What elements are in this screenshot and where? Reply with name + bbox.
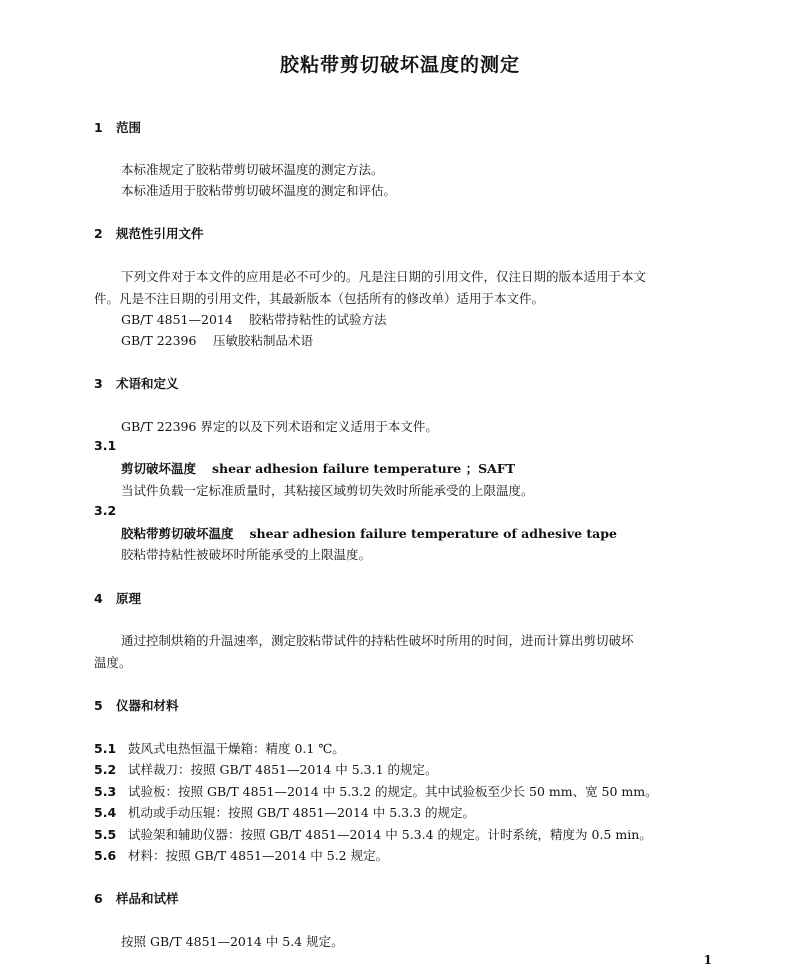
paragraph: 件。凡是不注日期的引用文件，其最新版本（包括所有的修改单）适用于本文件。 bbox=[94, 291, 545, 306]
list-item bbox=[94, 782, 658, 800]
term-number: 3.1 bbox=[94, 438, 117, 453]
section-6-heading bbox=[94, 889, 179, 907]
section-number: 1 bbox=[94, 120, 103, 135]
section-4-heading bbox=[94, 589, 141, 607]
item-number: 5.6 bbox=[94, 848, 117, 863]
paragraph: 温度。 bbox=[94, 655, 132, 670]
paragraph: 本标准规定了胶粘带剪切破坏温度的测定方法。 bbox=[121, 162, 384, 177]
paragraph: 下列文件对于本文件的应用是必不可少的。凡是注日期的引用文件，仅注日期的版本适用于本文 bbox=[121, 269, 647, 284]
paragraph: 按照 GB/T 4851—2014 中 5.4 规定。 bbox=[121, 934, 344, 949]
section-title: 仪器和材料 bbox=[116, 698, 179, 713]
list-item bbox=[94, 846, 388, 864]
section-1-heading bbox=[94, 118, 141, 136]
section-number: 6 bbox=[94, 891, 103, 906]
list-item bbox=[94, 739, 345, 757]
term-heading bbox=[121, 459, 515, 477]
section-title: 样品和试样 bbox=[116, 891, 179, 906]
reference-code: GB/T 22396 bbox=[121, 333, 197, 348]
item-number: 5.1 bbox=[94, 741, 117, 756]
section-number: 4 bbox=[94, 591, 103, 606]
paragraph: GB/T 22396 界定的以及下列术语和定义适用于本文件。 bbox=[121, 419, 438, 434]
term-en: shear adhesion failure temperature ；SAFT bbox=[212, 461, 516, 476]
list-item bbox=[94, 825, 652, 843]
reference-name: 胶粘带持粘性的试验方法 bbox=[249, 312, 387, 327]
section-5-heading bbox=[94, 696, 179, 714]
term-en: shear adhesion failure temperature of adhesive tape bbox=[249, 526, 617, 541]
item-text: 试验架和辅助仪器：按照 GB/T 4851—2014 中 5.3.4 的规定。计时系统，精度为 0.5 min。 bbox=[128, 827, 652, 842]
section-title: 范围 bbox=[116, 120, 142, 135]
paragraph: 本标准适用于胶粘带剪切破坏温度的测定和评估。 bbox=[121, 183, 397, 198]
section-title: 规范性引用文件 bbox=[116, 226, 204, 241]
paragraph: 通过控制烘箱的升温速率，测定胶粘带试件的持粘性破坏时所用的时间，进而计算出剪切破坏 bbox=[121, 633, 634, 648]
item-number: 5.5 bbox=[94, 827, 117, 842]
item-text: 试验板：按照 GB/T 4851—2014 中 5.3.2 的规定。其中试验板至少长 50 mm、宽 50 mm。 bbox=[128, 784, 658, 799]
term-definition: 当试件负载一定标准质量时，其粘接区域剪切失效时所能承受的上限温度。 bbox=[121, 483, 534, 498]
section-number: 3 bbox=[94, 376, 103, 391]
list-item bbox=[94, 803, 475, 821]
item-text: 试样裁刀：按照 GB/T 4851—2014 中 5.3.1 的规定。 bbox=[128, 762, 438, 777]
section-title: 原理 bbox=[116, 591, 142, 606]
section-2-heading bbox=[94, 224, 204, 242]
document-title: 胶粘带剪切破坏温度的测定 bbox=[279, 54, 520, 76]
item-number: 5.3 bbox=[94, 784, 117, 799]
item-number: 5.4 bbox=[94, 805, 117, 820]
term-heading bbox=[121, 524, 617, 542]
item-text: 材料：按照 GB/T 4851—2014 中 5.2 规定。 bbox=[128, 848, 389, 863]
item-text: 鼓风式电热恒温干燥箱：精度 0.1 ℃。 bbox=[128, 741, 345, 756]
reference-name: 压敏胶粘制品术语 bbox=[213, 333, 314, 348]
term-definition: 胶粘带持粘性被破坏时所能承受的上限温度。 bbox=[121, 547, 372, 562]
section-3-heading bbox=[94, 374, 179, 392]
term-zh: 剪切破坏温度 bbox=[121, 461, 197, 476]
term-zh: 胶粘带剪切破坏温度 bbox=[121, 526, 234, 541]
section-number: 2 bbox=[94, 226, 103, 241]
section-title: 术语和定义 bbox=[116, 376, 179, 391]
reference-item bbox=[121, 331, 313, 349]
page-number: 1 bbox=[703, 953, 712, 967]
section-number: 5 bbox=[94, 698, 103, 713]
reference-code: GB/T 4851—2014 bbox=[121, 312, 233, 327]
item-number: 5.2 bbox=[94, 762, 117, 777]
item-text: 机动或手动压辊：按照 GB/T 4851—2014 中 5.3.3 的规定。 bbox=[128, 805, 476, 820]
list-item bbox=[94, 760, 438, 778]
reference-item bbox=[121, 310, 387, 328]
term-number: 3.2 bbox=[94, 503, 117, 518]
